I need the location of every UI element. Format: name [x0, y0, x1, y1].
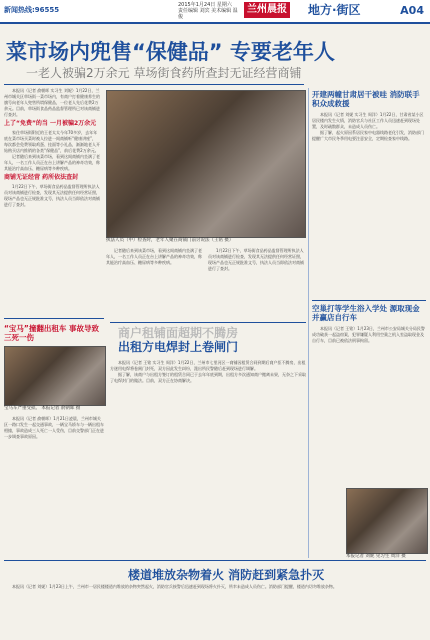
right-rule	[312, 300, 426, 301]
middle-headline-line-1: 商户租铺面超期不腾房	[118, 326, 239, 340]
left-bottom-rule	[4, 318, 104, 319]
accident-photo-caption: 宝马车严重受损。 本报记者 俞朝晖 摄	[4, 406, 81, 411]
right-body-3: 本报讯（记者 王铭）1月23日，兰州市公安局城关分局民警成功破获一起盗窃案，犯罪嫌疑人利用空巢之机入室盗取现金及自行车，目前已被依法刑事拘留。	[312, 326, 425, 343]
right-photo	[346, 488, 428, 554]
bottom-headline: 楼道堆放杂物着火 消防赶到紧急扑灭	[128, 568, 325, 582]
lead-photo	[106, 90, 306, 238]
right-article-1	[312, 112, 426, 232]
right-article-2	[312, 326, 426, 486]
lead-subtitle-1: 上了“免费”的当 一月被骗2万余元	[4, 120, 97, 127]
editor-text: 责任编辑 刘宾 美术编辑 温俊	[178, 8, 238, 20]
lead-cont-b-text: 1月22日下午，草场街食品药品监督管理所执法人员对该商铺进行检查，发现其无法提供任何经营证照，现场产品也无正规批准文号，执法人员当即依法对商铺进行了查封。	[208, 248, 304, 271]
middle-body-1: 本报讯（记者 王铭 实习生 周洋）1月22日，兰州市七里河区一商铺因租赁合同到期后商户拒不腾房，出租方遂用电焊将卷闸门封死，双方因此发生纠纷，派出所民警随后赶到现场进行调解。	[110, 360, 306, 371]
lead-cont-a-text: 记者随后来到该菜市场，看到这间商铺内坐满了老年人，一名工作人员正在台上讲解产品的神奇功效，称其能治疗高血压、糖尿病等多种疾病。	[106, 248, 202, 265]
lead-headline: 菜市场内兜售“保健品” 专要老年人	[6, 40, 335, 64]
right-headline-2: 空巢打等学生浴入学处 源取现金并赢店自行车	[312, 304, 420, 322]
lead-subhead: 一老人被骗2万余元 草场街食药所查封无证经营商铺	[26, 66, 302, 80]
page-header	[0, 0, 430, 24]
right-photo-caption: 本报记者 刘妮 见习生 周洋 摄	[346, 554, 406, 559]
left-bottom-body: 本报讯（记者 俞朝晖）1月21日凌晨，兰州市城关区一路口发生一起交通事故，一辆宝马轿车与一辆出租车相撞，事故造成三人死亡一人受伤，目前交警部门正在进一步调查事故原因。	[4, 416, 104, 439]
lead-article-column	[4, 88, 100, 304]
middle-article	[110, 360, 306, 556]
lead-subtitle-2: 商铺无证经营 药所依法查封	[4, 174, 79, 181]
right-body-1: 本报讯（记者 刘妮 实习生 周洋）1月22日，甘肃省某小区居民楼内发生火情，消防官兵与社区工作人员迅速赶到现场处置，及时疏散群众，未造成人员伤亡。	[312, 112, 424, 129]
middle-headline-line-2: 出租方电焊封上卷闸门	[118, 340, 239, 354]
right-body-2: 据了解，起火原因系居民家中电器线路老化引发，消防部门提醒广大市民冬季用电要注意安全，定期检查家中线路。	[312, 130, 424, 141]
newspaper-masthead: 兰州晨报	[244, 2, 290, 18]
middle-headline-box	[118, 326, 306, 356]
middle-body-2: 据了解，该商户与出租方签订的租赁合同已于去年年底到期，出租方多次通知商户搬离未果，无奈之下采取了电焊封门的做法。目前，双方正在协商解决。	[110, 372, 306, 383]
lead-intro: 本报讯（记者 俞朝晖 实习生 刘妮）1月22日，兰州市城关区草场街一菜市场内，有商户打着健康养生的旗号向老年人兜售所谓保健品，一位老人先后花费2万余元。目前，草场街食品药品监督管理所已对该商铺进行查封。	[4, 88, 100, 117]
lead-continuation-a	[106, 248, 202, 320]
bottom-rule	[4, 560, 426, 561]
page-number: A04	[400, 4, 424, 17]
lead-body-3: 1月22日下午，草场街食品药品监督管理所执法人员对该商铺进行检查，发现其无法提供任何经营证照，现场产品也无正规批准文号，执法人员当即依法对商铺进行了查封。	[4, 184, 100, 207]
lead-photo-caption: 执法人员（中）检查时，老年人聚在商铺门前讨说法（王铭 摄）	[106, 238, 234, 243]
bottom-article	[4, 584, 426, 636]
left-bottom-article	[4, 416, 104, 560]
right-headline-1: 开建两幢甘肃居干被哇 消防联手积众成救援	[312, 90, 420, 108]
headline-rule	[4, 84, 304, 85]
news-hotline: 新闻热线:96555	[4, 6, 60, 14]
lead-continuation-b	[208, 248, 304, 320]
section-title: 地方·街区	[308, 3, 361, 17]
middle-rule	[110, 322, 306, 323]
left-bottom-headline: “宝马”撞翻出租车 事故导致三死一伤	[4, 324, 99, 342]
column-divider	[308, 88, 309, 558]
date-line	[178, 2, 238, 20]
accident-photo	[4, 346, 106, 406]
date-text: 2015年1月24日 星期六	[178, 2, 232, 8]
lead-body-1: 家住草场街附近的王老太太今年70多岁，去年年底在菜市场买菜时被人拉进一间商铺听“健康讲座”，每次都会免费领取鸡蛋、挂面等小礼品，渐渐地老人开始购买店内推销的各类“保健品”，前后花费2万余元。	[4, 130, 100, 153]
lead-body-2: 记者随后来到该菜市场，看到这间商铺内坐满了老年人，一名工作人员正在台上讲解产品的神奇功效，称其能治疗高血压、糖尿病等多种疾病。	[4, 154, 100, 171]
bottom-body: 本报讯（记者 刘妮）1月23日上午，兰州市一居民楼楼道内堆放的杂物突然起火，消防官兵接警后迅速赶到现场将火扑灭，所幸未造成人员伤亡。消防部门提醒，楼道内切勿堆放杂物。	[12, 584, 337, 589]
